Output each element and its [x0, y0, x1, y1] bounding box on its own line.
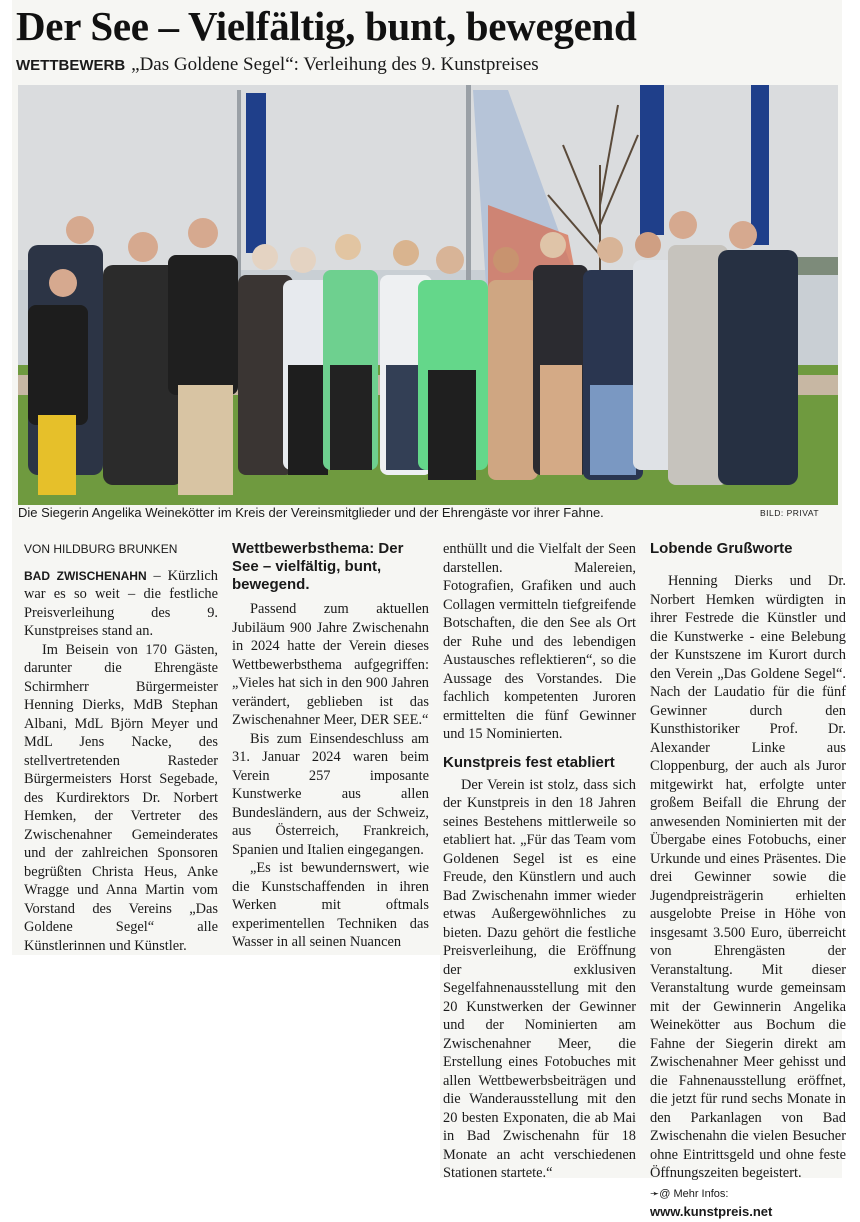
paragraph: enthüllt und die Vielfalt der Seen darstellen. Malereien, Fotografien, Grafiken und auch Collagen vermitteln tiefgreifende Botschaften, die den See als Ort der Ruhe und des lebendigen Austausches reflektieren“, so die Aussage des Vorstandes. Die fachlich kompetenten Juroren ermittelten die fünf Gewinner und 15 Nominierten.	[443, 541, 636, 742]
paragraph: Passend zum aktuellen Jubiläum 900 Jahre Zwischenahn in 2024 hatte der Verein dieses Wettbewerbsthema aufgegriffen: „Vieles hat sich in den 900 Jahren verändert, geblieben ist das Zwischenahner Meer, DER SEE.“	[232, 601, 429, 728]
paragraph: Henning Dierks und Dr. Norbert Hemken würdigten in ihrer Festrede die Künstler und die Kunstwerke - eine Belebung der Kunstszene im Kurort durch den Verein „Das Goldene Segel“. Nach der Laudatio für die fünf Gewinner durch den Kunsthistoriker Prof. Dr. Alexander Linke aus Cloppenburg, der auch als Juror mitgewirkt hat, erfolgte unter großem Beifall die Ehrung der anwesenden Nominierten mit der Übergabe eines Fotobuchs, einer Urkunde und eines Präsentes. Die drei Gewinner sowie die Jugendpreisträgerin erhielten ausgelobte Preise in Höhe von insgesamt 3.500 Euro, überreicht von Ehrengästen der Veranstaltung. Mit dieser Veranstaltung wurde gemeinsam mit der Gewinnerin Angelika Weinekötter aus Bochum die Fahne der Siegerin direkt am Zwischenahner Meer gehisst und die Fahnenausstellung eröffnet, die jetzt für rund sechs Monate in den Parkanlagen von Bad Zwischenahn die vielen Besucher ohne Eintrittsgeld und ohne feste Öffnungszeiten begeistert.	[650, 573, 846, 1181]
article-column-1	[24, 540, 218, 955]
subheadline: „Das Goldene Segel“: Verleihung des 9. Kunstpreises	[131, 54, 539, 75]
article-column-3	[443, 540, 636, 1183]
paragraph: Bis zum Einsendeschluss am 31. Januar 2024 waren beim Verein 257 imposante Kunstwerke aus allen Bundesländern, aus der Schweiz, aus Österreich, Frankreich, Spanien und Italien eingegangen.	[232, 730, 429, 858]
section-heading: Lobende Grußworte	[650, 540, 793, 557]
article-column-4	[650, 540, 846, 1222]
paragraph: Der Verein ist stolz, dass sich der Kunstpreis in den 18 Jahren seines Bestehens mittlerweile so etabliert hat. „Für das Team vom Goldenen Segel ist es eine Freude, den Künstlern und auch Bad Zwischenahn immer wieder etwas Außergewöhnliches zu bieten. Dazu gehört die festliche Preisverleihung, die Eröffnung der exklusiven Segelfahnenausstellung mit den 20 Kunstwerken der Gewinner und der Nominierten am Zwischenahner Meer, die Erstellung eines Fotobuches mit allen Wettbewerbsbeiträgen und die Wanderausstellung mit den 20 besten Exponaten, die ab Mai in Bad Zwischenahn für 18 Monate an acht verschiedenen Stationen startete.“	[443, 776, 636, 1181]
paragraph: „Es ist bewundernswert, wie die Kunstschaffenden in ihren Werken mit oftmals experimentellen Techniken das Wasser in all seinen Nuancen	[232, 860, 429, 950]
section-heading: Wettbewerbsthema: Der See – vielfältig, bunt, bewegend.	[232, 540, 404, 593]
section-heading: Kunstpreis fest etabliert	[443, 753, 615, 771]
people-group	[28, 211, 798, 495]
byline: VON HILDBURG BRUNKEN	[24, 542, 178, 556]
more-info-link[interactable]: www.kunstpreis.net	[650, 1204, 773, 1219]
headline: Der See – Vielfältig, bunt, bewegend	[16, 3, 637, 49]
photo-caption: Die Siegerin Angelika Weinekötter im Kreis der Vereinsmitglieder und der Ehrengäste vor ihrer Fahne.	[18, 505, 604, 520]
clipping-cutout	[12, 955, 440, 1178]
intro-paragraph: BAD ZWISCHENAHN – Kürzlich war es so weit – die festliche Preisverleihung des 9. Kunstpreises stand an.	[24, 567, 218, 639]
dateline: BAD ZWISCHENAHN	[24, 568, 147, 583]
kicker: WETTBEWERB	[16, 57, 126, 74]
more-info-label: ➛@ Mehr Infos:	[650, 1187, 729, 1200]
photo-credit: BILD: PRIVAT	[760, 508, 820, 518]
article-column-2	[232, 540, 429, 952]
subheadline-row	[16, 54, 539, 76]
group-photo	[18, 85, 838, 505]
paragraph: Im Beisein von 170 Gästen, darunter die Ehrengäste Schirmherr Bürgermeister Henning Dierks, MdB Stephan Albani, MdL Björn Meyer und MdL Jens Nacke, des stellvertretenden Rasteder Bürgermeisters Horst Segebade, des Kurdirektors Dr. Norbert Hemken, der Vertreter des Zwischenahner Gemeinderates und der zahlreichen Sponsoren begrüßten Christa Heus, Anke Wragge und Anna Martin vom Vorstand des Vereins „Das Goldene Segel“ alle Künstlerinnen und Künstler.	[24, 641, 218, 954]
group-photo-illustration	[18, 85, 838, 505]
